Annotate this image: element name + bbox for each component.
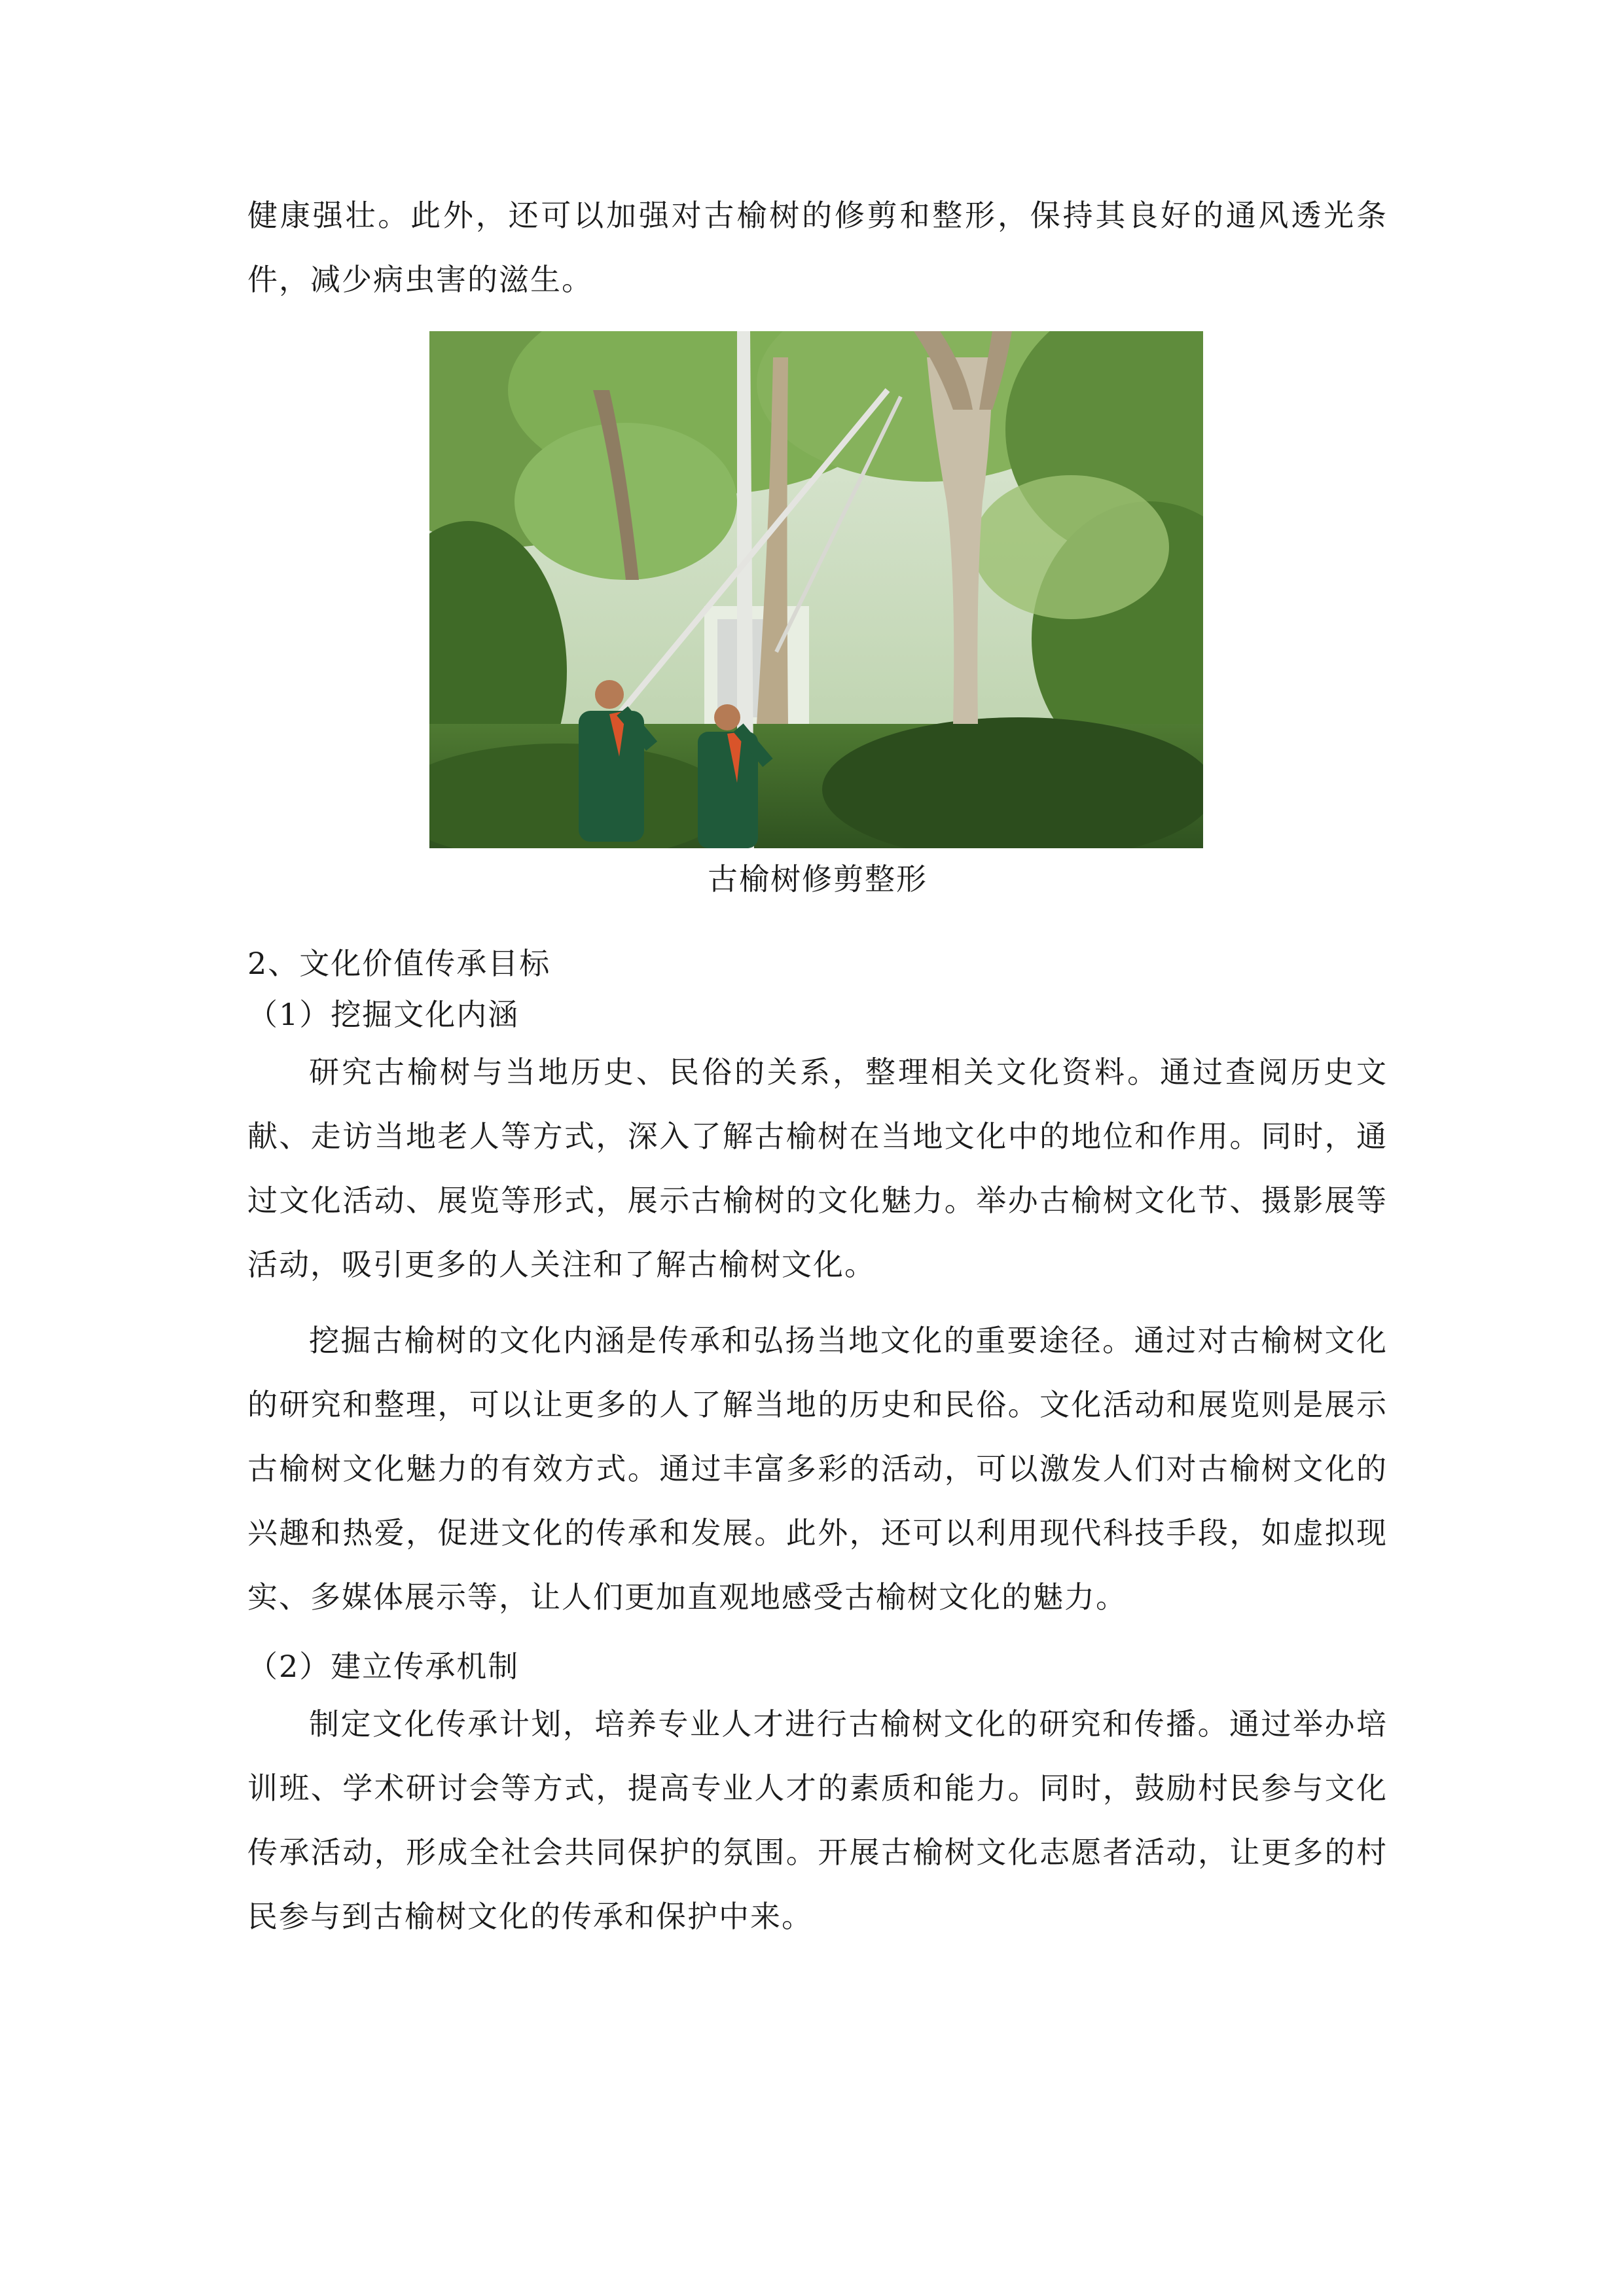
- tree-pruning-illustration: [429, 331, 1203, 848]
- tree-pruning-photo: [429, 331, 1203, 848]
- document-page: [247, 183, 1388, 1948]
- section-2-heading: 2、文化价值传承目标: [247, 946, 551, 981]
- intro-paragraph: 健康强壮。此外，还可以加强对古榆树的修剪和整形，保持其良好的通风透光条件，减少病虫害的滋生。: [247, 198, 1388, 297]
- subsection-2-heading: （2）建立传承机制: [247, 1649, 520, 1684]
- figure-caption: 古榆树修剪整形: [708, 861, 928, 897]
- subsection-1-paragraph-2: 挖掘古榆树的文化内涵是传承和弘扬当地文化的重要途径。通过对古榆树文化的研究和整理，可以让更多的人了解当地的历史和民俗。文化活动和展览则是展示古榆树文化魅力的有效方式。通过丰富多彩的活动，可以激发人们对古榆树文化的兴趣和热爱，促进文化的传承和发展。此外，还可以利用现代科技手段，如虚拟现实、多媒体展示等，让人们更加直观地感受古榆树文化的魅力。: [247, 1323, 1388, 1615]
- subsection-2-paragraph-1: 制定文化传承计划，培养专业人才进行古榆树文化的研究和传播。通过举办培训班、学术研讨会等方式，提高专业人才的素质和能力。同时，鼓励村民参与文化传承活动，形成全社会共同保护的氛围。开展古榆树文化志愿者活动，让更多的村民参与到古榆树文化的传承和保护中来。: [247, 1706, 1388, 1934]
- subsection-1-paragraph-1: 研究古榆树与当地历史、民俗的关系，整理相关文化资料。通过查阅历史文献、走访当地老人等方式，深入了解古榆树在当地文化中的地位和作用。同时，通过文化活动、展览等形式，展示古榆树的文化魅力。举办古榆树文化节、摄影展等活动，吸引更多的人关注和了解古榆树文化。: [247, 1054, 1388, 1282]
- subsection-1-heading: （1）挖掘文化内涵: [247, 997, 520, 1032]
